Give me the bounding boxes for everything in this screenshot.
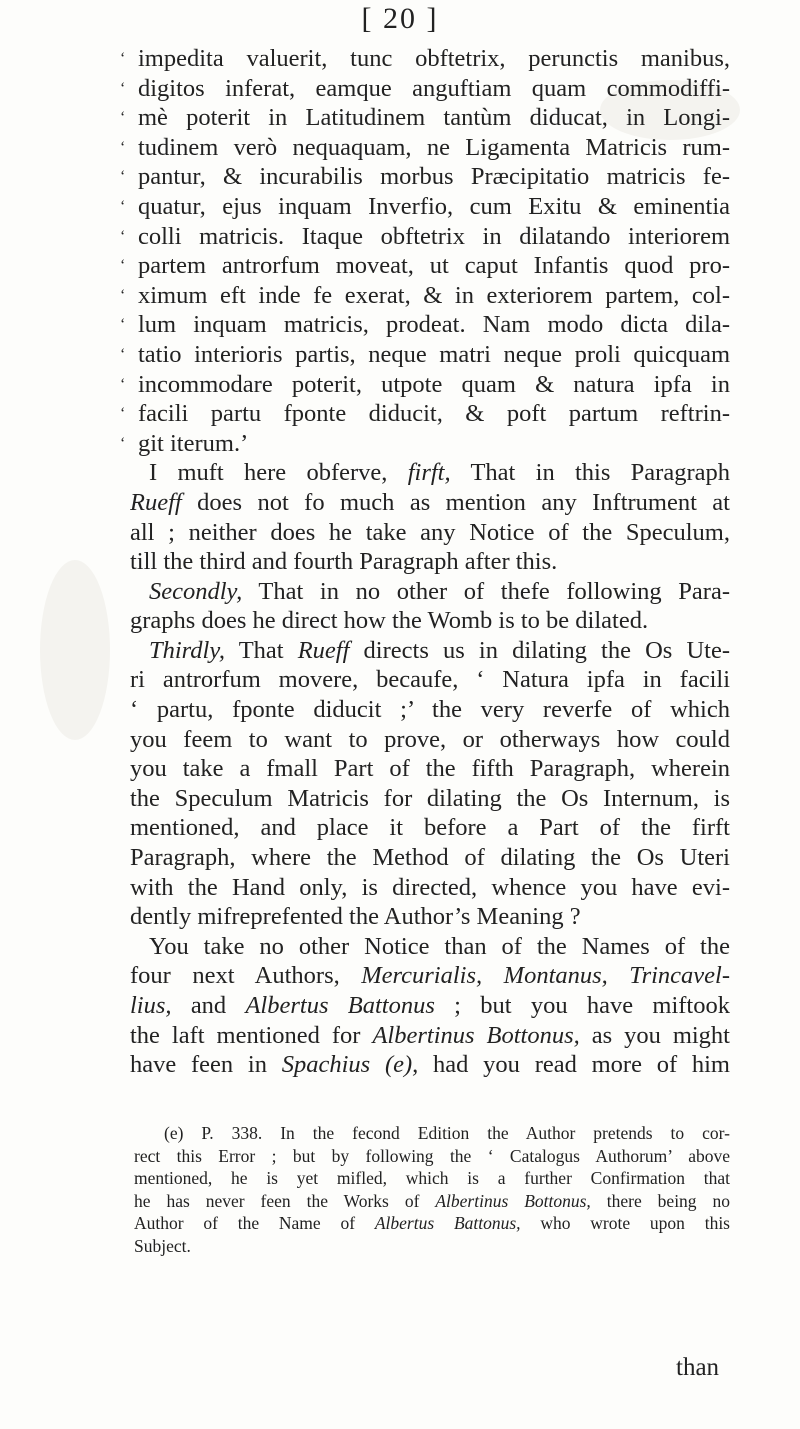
- quote-mark: ‘: [120, 316, 126, 334]
- catchword: than: [676, 1354, 720, 1381]
- text-line: with the Hand only, is directed, whence you have evi-: [130, 873, 730, 901]
- quote-text: ximum eft inde fe exerat, & in exteriorem partem, col-: [138, 281, 730, 309]
- quote-line: [120, 310, 730, 340]
- quote-text: colli matricis. Itaque obftetrix in dilatando interiorem: [138, 222, 730, 250]
- quote-text: partem antrorfum moveat, ut caput Infantis quod pro-: [138, 252, 730, 280]
- latin-quotation: [120, 44, 730, 458]
- quote-line: [120, 370, 730, 400]
- quote-mark: ‘: [120, 375, 126, 393]
- quote-line: [120, 44, 730, 74]
- quote-mark: ‘: [120, 109, 126, 127]
- quote-mark: ‘: [120, 257, 126, 275]
- footnote: [134, 1122, 730, 1257]
- footnote-line: mentioned, he is yet mifled, which is a further Confirmation that: [134, 1168, 730, 1188]
- main-text: ‘ impedita valuerit, tunc obftetrix, perunctis manibus, ‘ digitos inferat, eamque anguftiam quam commodiffi- ‘ mè poterit in Latitudinem tantùm diducat, in Longi- ‘ tudinem verò nequaquam, ne Ligamenta Matricis rum- ‘ pantur, & incurabilis morbus Præcipitatio matricis fe- ‘ quatur, ejus inquam Inverfio, cum Exitu & eminentia ‘ colli matricis. Itaque obftetrix in dilatando interiorem ‘ partem antrorfum moveat, ut caput Infantis quod pro- ‘ ximum eft inde fe exerat, & in exteriorem partem, col- ‘ lum inquam matricis, prodeat. Nam modo dicta dila- ‘ tatio interioris partis, neque matri neque proli quicquam ‘ incommodare poterit, utpote quam & natura ipfa in ‘ facili partu fponte diducit, & poft partum reftrin- ‘ git iterum.’ I muft here obferve, firft, That in this Paragraph Rueff does not fo much as mention any Inftrument at all ; neither does he take any Notice of the Speculum, till the third and fourth Paragraph after this. Secondly, That in no other of thefe following Para- graphs does he direct how the Womb is to be dilated. Thirdly, That Rueff directs us in dilating the Os Ute- ri antrorfum movere, becaufe, ‘ Natura ipfa in facili ‘ partu, fponte diducit ;’ the very reverfe of which you feem to want to prove, or otherways how could you take a fmall Part of the fifth Paragraph, wherein the Speculum Matricis for dilating the Os Internum, is mentioned, and place it before a Part of the firft Paragraph, where the Method of dilating the Os Uteri with the Hand only, is directed, whence you have evi- dently mifreprefented the Author’s Meaning ? You take no other Notice than of the Names of the four next Authors, Mercurialis, Montanus, Trincavel- lius, and Albertus Battonus ; but you have miftook the laft mentioned for Albertinus Bottonus, as you might have feen in Spachius (e), had you read more of him: [120, 45, 730, 1079]
- quote-line: [120, 133, 730, 163]
- text-line: till the third and fourth Paragraph after this.: [130, 548, 558, 576]
- quote-line: [120, 162, 730, 192]
- quote-text: incommodare poterit, utpote quam & natura ipfa in: [138, 370, 730, 398]
- quote-text: impedita valuerit, tunc obftetrix, perunctis manibus,: [138, 45, 730, 72]
- quote-line: [120, 399, 730, 429]
- quote-text: pantur, & incurabilis morbus Præcipitatio matricis fe-: [138, 163, 730, 191]
- footnote-line: rect this Error ; but by following the ‘ Catalogus Authorum’ above: [134, 1145, 730, 1166]
- paragraph-names: You take no other Notice than of the Names of the: [149, 932, 730, 960]
- quote-line: [120, 340, 730, 370]
- paragraph-thirdly: Thirdly, That Rueff directs us in dilating the Os Ute-: [149, 636, 730, 664]
- quote-mark: ‘: [120, 138, 126, 156]
- quote-line: [120, 103, 730, 133]
- quote-mark: ‘: [120, 345, 126, 363]
- quote-text: facili partu fponte diducit, & poft partum reftrin-: [138, 400, 730, 428]
- quote-mark: ‘: [120, 286, 126, 304]
- text-line: you feem to want to prove, or otherways how could: [130, 725, 730, 753]
- quote-line: [120, 429, 730, 459]
- quote-text: tudinem verò nequaquam, ne Ligamenta Matricis rum-: [138, 133, 730, 161]
- text-line: Paragraph, where the Method of dilating the Os Uteri: [130, 844, 730, 872]
- page-number: [ 20 ]: [361, 2, 439, 35]
- footnote-line: Author of the Name of Albertus Battonus, who wrote upon this: [134, 1213, 730, 1233]
- quote-mark: ‘: [120, 79, 126, 97]
- paragraph-first: I muft here obferve, firft, That in this Paragraph: [149, 459, 730, 487]
- text-line: the Speculum Matricis for dilating the Os Internum, is: [130, 784, 730, 812]
- text-line: dently mifreprefented the Author’s Meaning ?: [130, 903, 581, 931]
- quote-line: [120, 251, 730, 281]
- quote-line: [120, 192, 730, 222]
- text-line: all ; neither does he take any Notice of the Speculum,: [130, 518, 730, 546]
- footnote-line: (e) P. 338. In the fecond Edition the Author pretends to cor-: [164, 1123, 730, 1143]
- quote-text: tatio interioris partis, neque matri neque proli quicquam: [138, 340, 730, 368]
- quote-text: git iterum.’: [138, 429, 249, 457]
- quote-mark: ‘: [120, 434, 126, 452]
- footnote-line: he has never feen the Works of Albertinus Bottonus, there being no: [134, 1190, 730, 1211]
- quote-line: [120, 222, 730, 252]
- paper-stain: [40, 560, 110, 740]
- text-line: mentioned, and place it before a Part of the firft: [130, 814, 730, 842]
- paragraph-secondly: Secondly, That in no other of thefe following Para-: [149, 577, 730, 605]
- quote-mark: ‘: [120, 168, 126, 186]
- quote-mark: ‘: [120, 50, 126, 67]
- quote-text: lum inquam matricis, prodeat. Nam modo dicta dila-: [138, 311, 730, 339]
- text-line: you take a fmall Part of the fifth Paragraph, wherein: [130, 755, 730, 783]
- quote-mark: ‘: [120, 197, 126, 215]
- text-line: graphs does he direct how the Womb is to be dilated.: [130, 607, 649, 635]
- footnote-line: Subject.: [134, 1235, 191, 1256]
- quote-line: [120, 281, 730, 311]
- quote-text: quatur, ejus inquam Inverfio, cum Exitu & eminentia: [138, 192, 730, 220]
- text-line: ri antrorfum movere, becaufe, ‘ Natura ipfa in facili: [130, 666, 730, 694]
- quote-mark: ‘: [120, 227, 126, 245]
- quote-text: digitos inferat, eamque anguftiam quam commodiffi-: [138, 74, 730, 102]
- text-line: ‘ partu, fponte diducit ;’ the very reverfe of which: [130, 696, 730, 724]
- quote-mark: ‘: [120, 405, 126, 423]
- quote-text: mè poterit in Latitudinem tantùm diducat, in Longi-: [138, 104, 730, 132]
- quote-line: [120, 74, 730, 104]
